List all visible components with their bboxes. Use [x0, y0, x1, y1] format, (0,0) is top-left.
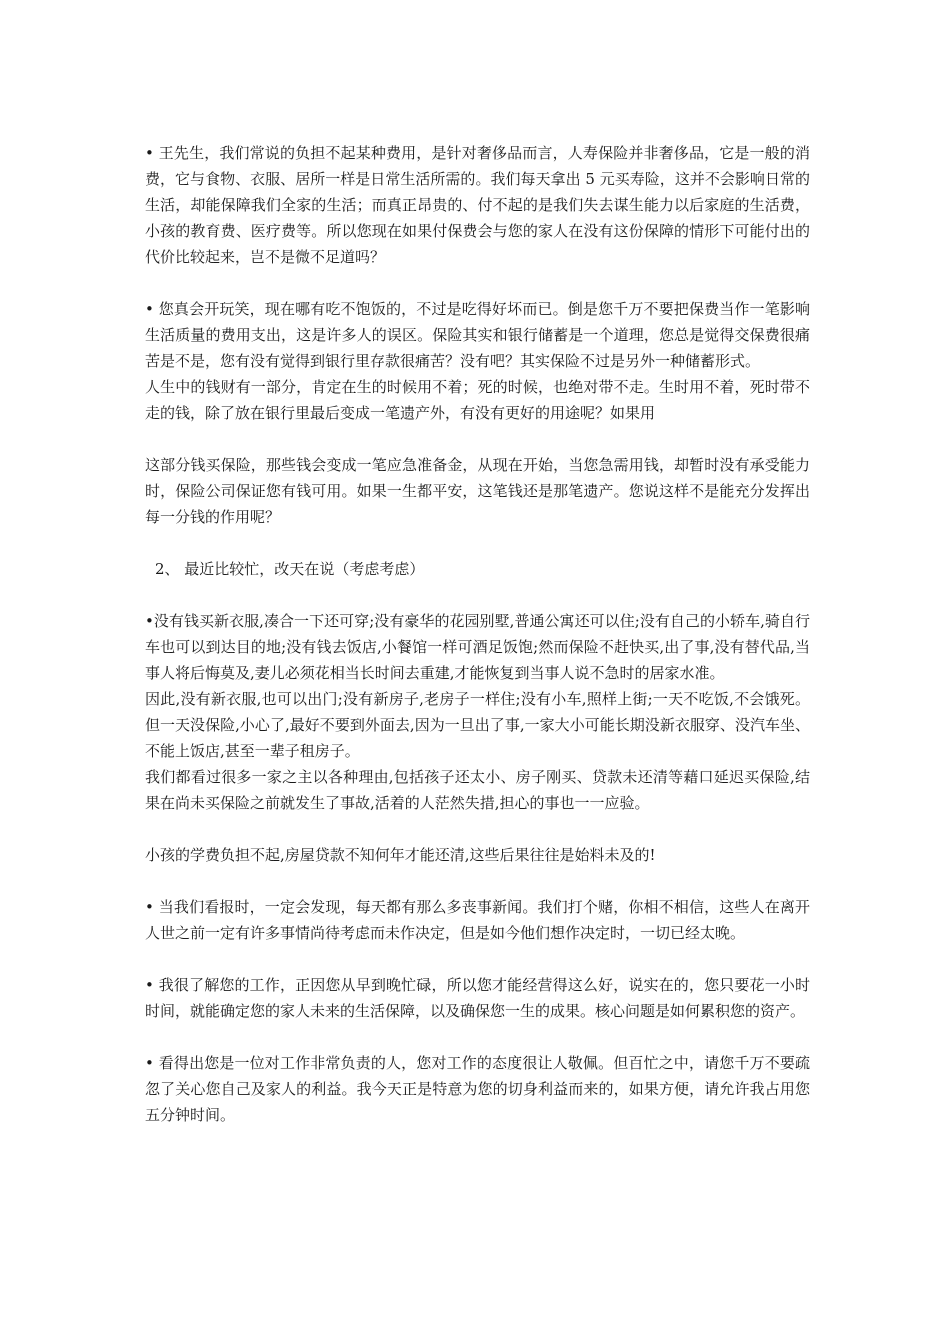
paragraph-text: 这部分钱买保险，那些钱会变成一笔应急准备金，从现在开始，当您急需用钱，却暂时没有承受能力时，保险公司保证您有钱可用。如果一生都平安，这笔钱还是那笔遗产。您说这样不是能充分发挥出每一分钱的作用呢？	[145, 456, 810, 526]
paragraph-text: 没有钱买新衣服,凑合一下还可穿;没有豪华的花园别墅,普通公寓还可以住;没有自己的小轿车,骑自行车也可以到达目的地;没有钱去饭店,小餐馆一样可酒足饭饱;然而保险不赶快买,出了事,没有替代品,当事人将后悔莫及,妻儿必须花相当长时间去重建,才能恢复到当事人说不急时的居家水准。	[145, 612, 810, 682]
bullet-icon: •	[145, 300, 154, 318]
paragraph-text: 小孩的学费负担不起,房屋贷款不知何年才能还清,这些后果往往是始料未及的!	[145, 846, 656, 864]
paragraph-no-substitute	[145, 608, 810, 686]
paragraph-consequences	[145, 842, 810, 868]
bullet-icon: •	[145, 612, 154, 630]
paragraph-excuses	[145, 764, 810, 816]
paragraph-text: 王先生，我们常说的负担不起某种费用，是针对奢侈品而言，人寿保险并非奢侈品，它是一般的消费，它与食物、衣服、居所一样是日常生活所需的。我们每天拿出 5 元买寿险，这并不会影响日常的生活，却能保障我们全家的生活；而真正昂贵的、付不起的是我们失去谋生能力以后家庭的生活费，小孩的教育费、医疗费等。所以您现在如果付保费会与您的家人在没有这份保障的情形下可能付出的代价比较起来，岂不是微不足道吗？	[145, 144, 810, 266]
paragraph-savings-form	[145, 296, 810, 374]
paragraph-text: 看得出您是一位对工作非常负责的人，您对工作的态度很让人敬佩。但百忙之中，请您千万不要疏忽了关心您自己及家人的利益。我今天正是特意为您的切身利益而来的，如果方便，请允许我占用您五分钟时间。	[145, 1054, 810, 1124]
heading-text: 2、 最近比较忙，改天在说（考虑考虑）	[155, 560, 425, 578]
paragraph-text: 当我们看报时，一定会发现，每天都有那么多丧事新闻。我们打个赌，你相不相信，这些人在离开人世之前一定有许多事情尚待考虑而未作决定，但是如今他们想作决定时，一切已经太晚。	[145, 898, 810, 942]
paragraph-money-in-life	[145, 374, 810, 426]
paragraph-text: 人生中的钱财有一部分，肯定在生的时候用不着；死的时候，也绝对带不走。生时用不着，死时带不走的钱，除了放在银行里最后变成一笔遗产外，有没有更好的用途呢？如果用	[145, 378, 810, 422]
paragraph-text: 因此,没有新衣服,也可以出门;没有新房子,老房子一样住;没有小车,照样上街;一天不吃饭,不会饿死。但一天没保险,小心了,最好不要到外面去,因为一旦出了事,一家大小可能长期没新衣服穿、没汽车坐、不能上饭店,甚至一辈子租房子。	[145, 690, 810, 760]
paragraph-your-work	[145, 972, 810, 1024]
paragraph-emergency-fund	[145, 452, 810, 530]
bullet-icon: •	[145, 898, 154, 916]
paragraph-text: 我们都看过很多一家之主以各种理由,包括孩子还太小、房子刚买、贷款未还清等藉口延迟买保险,结果在尚未买保险之前就发生了事故,活着的人茫然失措,担心的事也一一应验。	[145, 768, 810, 812]
paragraph-insurance-not-luxury	[145, 140, 810, 270]
bullet-icon: •	[145, 144, 154, 162]
section-heading-busy	[145, 556, 810, 582]
paragraph-newspaper	[145, 894, 810, 946]
bullet-icon: •	[145, 1054, 154, 1072]
paragraph-therefore	[145, 686, 810, 764]
paragraph-five-minutes	[145, 1050, 810, 1128]
paragraph-text: 我很了解您的工作，正因您从早到晚忙碌，所以您才能经营得这么好，说实在的，您只要花一小时时间，就能确定您的家人未来的生活保障，以及确保您一生的成果。核心问题是如何累积您的资产。	[145, 976, 810, 1020]
document-body	[145, 140, 810, 1154]
bullet-icon: •	[145, 976, 154, 994]
paragraph-text: 您真会开玩笑，现在哪有吃不饱饭的，不过是吃得好坏而已。倒是您千万不要把保费当作一笔影响生活质量的费用支出，这是许多人的误区。保险其实和银行储蓄是一个道理，您总是觉得交保费很痛苦是不是，您有没有觉得到银行里存款很痛苦？没有吧？其实保险不过是另外一种储蓄形式。	[145, 300, 810, 370]
